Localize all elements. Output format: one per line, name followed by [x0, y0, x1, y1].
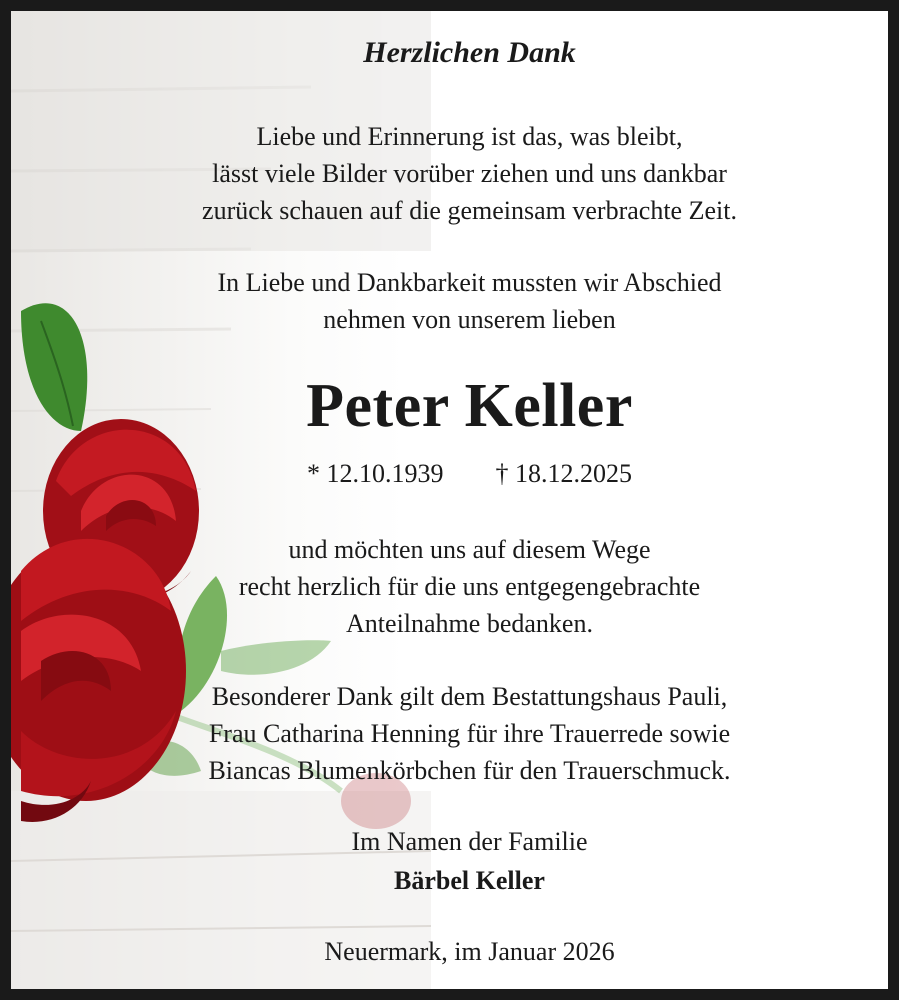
poem-line-1: Liebe und Erinnerung ist das, was bleibt, [256, 122, 683, 151]
notice-text [11, 11, 888, 989]
life-dates [51, 459, 888, 489]
deceased-name: Peter Keller [306, 372, 633, 440]
birth-date: * 12.10.1939 [307, 459, 444, 488]
intro-line-1: In Liebe und Dankbarkeit mussten wir Abschied [217, 268, 722, 297]
thanks-line-1: und möchten uns auf diesem Wege [288, 535, 651, 564]
intro-line-2: nehmen von unserem lieben [323, 305, 616, 334]
thanks-line-3: Anteilnahme bedanken. [346, 609, 593, 638]
thanks-line-2: recht herzlich für die uns entgegengebrachte [238, 572, 701, 601]
special-line-1: Besonderer Dank gilt dem Bestattungshaus Pauli, [211, 682, 728, 711]
special-line-3: Biancas Blumenkörbchen für den Trauerschmuck. [208, 756, 731, 785]
heading-title: Herzlichen Dank [363, 36, 576, 69]
special-line-2: Frau Catharina Henning für ihre Trauerrede sowie [208, 719, 731, 748]
poem-line-2: lässt viele Bilder vorüber ziehen und uns dankbar [212, 159, 727, 188]
signer-name: Bärbel Keller [394, 866, 545, 895]
poem-line-3: zurück schauen auf die gemeinsam verbrachte Zeit. [202, 196, 737, 225]
death-date: † 18.12.2025 [495, 459, 632, 488]
on-behalf-text: Im Namen der Familie [351, 827, 588, 856]
place-date: Neuermark, im Januar 2026 [324, 937, 615, 966]
